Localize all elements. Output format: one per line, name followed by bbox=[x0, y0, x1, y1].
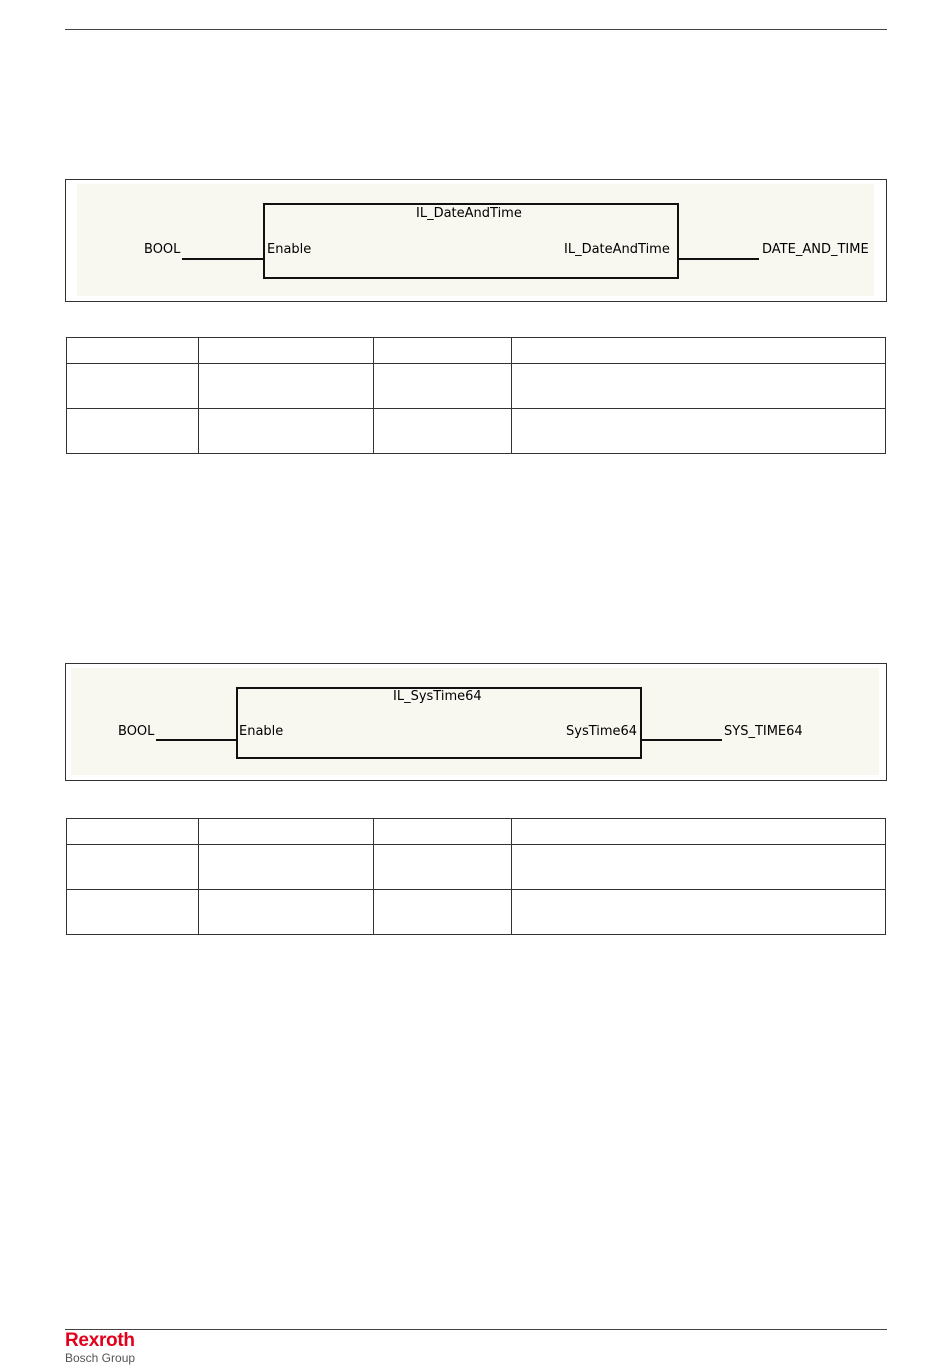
rexroth-logo bbox=[65, 1331, 135, 1365]
block-title: IL_SysTime64 bbox=[393, 689, 482, 704]
output-wire bbox=[640, 739, 722, 741]
input-wire bbox=[156, 739, 236, 741]
output-pin-label: IL_DateAndTime bbox=[564, 242, 670, 257]
input-type-label: BOOL bbox=[118, 724, 155, 739]
output-wire bbox=[677, 258, 759, 260]
table-row bbox=[67, 364, 886, 409]
logo-subtitle: Bosch Group bbox=[65, 1351, 136, 1365]
output-type-label: DATE_AND_TIME bbox=[762, 242, 869, 257]
logo-name: Rexroth bbox=[65, 1330, 135, 1351]
input-wire bbox=[182, 258, 263, 260]
table-row bbox=[67, 845, 886, 890]
function-block-diagram-date-and-time bbox=[65, 179, 887, 302]
input-pin-label: Enable bbox=[239, 724, 284, 739]
table-row bbox=[67, 338, 886, 364]
table-row bbox=[67, 890, 886, 935]
parameter-table-date-and-time bbox=[66, 337, 886, 454]
table-row bbox=[67, 819, 886, 845]
function-block-diagram-systime64 bbox=[65, 663, 887, 781]
output-type-label: SYS_TIME64 bbox=[724, 724, 803, 739]
header-rule bbox=[65, 29, 887, 30]
table-row bbox=[67, 409, 886, 454]
footer-rule bbox=[65, 1329, 887, 1330]
block-title: IL_DateAndTime bbox=[416, 206, 522, 221]
input-pin-label: Enable bbox=[267, 242, 312, 257]
output-pin-label: SysTime64 bbox=[566, 724, 638, 739]
parameter-table-systime64 bbox=[66, 818, 886, 935]
input-type-label: BOOL bbox=[144, 242, 181, 257]
